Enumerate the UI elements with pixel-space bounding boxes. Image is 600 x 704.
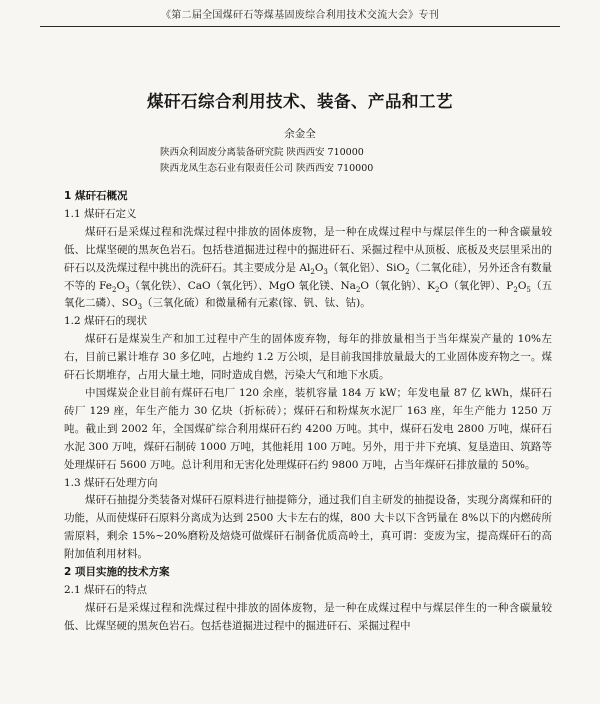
paragraph-processing: 煤矸石抽提分类装备对煤矸石原料进行抽提筛分，通过我们自主研发的抽提设备，实现分离煤和矸的功能，从而使煤矸石原料分离成为达到 2500 大卡左右的煤，800 大卡以下含钙量在 8%以下的内燃砖所需原料，剩余 15%~20%磨粉及焙烧可做煤矸石制备优质高岭土，真可谓：变废为宝，提高煤矸石的高附加值利用材料。 — [64, 494, 552, 561]
affiliation-1: 陕西众利固废分离装备研究院 陕西西安 710000 — [160, 147, 364, 158]
paragraph-features: 煤矸石是采煤过程和洗煤过程中排放的固体废物，是一种在成煤过程中与煤层伴生的一种含碳量较低、比煤坚硬的黑灰色岩石。包括巷道掘进过程中的掘进矸石、采掘过程中 — [64, 601, 552, 632]
subsection-heading-1-1: 1.1 煤矸石定义 — [64, 207, 137, 220]
subsection-heading-1-3: 1.3 煤矸石处理方向 — [64, 476, 158, 489]
section-heading-2: 2 项目实施的技术方案 — [64, 566, 170, 579]
paragraph-status-2: 中国煤炭企业目前有煤矸石电厂 120 余座，装机容量 184 万 kW；年发电量 87 亿 kWh，煤矸石砖厂 129 座，年生产能力 30 亿块（折标砖）；煤矸石和粉煤灰水泥厂 163 座，年生产能力 1250 万吨。截止到 2002 年，全国煤矿综合利用煤矸石约 4200 万吨。其中，煤矸石发电 2800 万吨，煤矸石水泥 300 万吨，煤矸石制砖 1000 万吨，其他耗用 100 万吨。另外，用于井下充填、复垦造田、筑路等处理煤矸石 5600 万吨。总计利用和无害化处理煤矸石约 9800 万吨，占当年煤矸石排放量的 50%。 — [64, 386, 552, 471]
subsection-heading-1-2: 1.2 煤矸石的现状 — [64, 315, 148, 328]
paragraph-definition: 煤矸石是采煤过程和洗煤过程中排放的固体废物，是一种在成煤过程中与煤层伴生的一种含碳量较低、比煤坚硬的黑灰色岩石。包括巷道掘进过程中的掘进矸石、采掘过程中从顶板、底板及夹层里采出的矸石以及洗煤过程中挑出的洗矸石。其主要成分是 $Al_2O_3$（氧化铝）、SiO$_2$（二氧化硅），另外还含有数量不等的 $Fe_2O_3$（氧化铁）、CaO（氧化钙）、MgO 氧化镁、$Na_2O$（氧化钠）、$K_2O$（氧化钾）、$P_2O_5$（五氧化二磷）、$SO_3$（三氧化硫）和微量稀有元素(镓、钒、钛、钴)。 — [64, 225, 553, 312]
running-header: 《第二届全国煤矸石等煤基固废综合利用技术交流大会》专刊 — [160, 10, 440, 21]
article-title: 煤矸石综合利用技术、装备、产品和工艺 — [147, 92, 453, 111]
header-rule — [40, 26, 560, 27]
article-author: 余金全 — [284, 128, 316, 140]
section-heading-1: 1 煤矸石概况 — [64, 190, 128, 202]
affiliation-2: 陕西龙凤生态石业有限责任公司 陕西西安 710000 — [160, 163, 374, 174]
article-body — [64, 188, 552, 636]
subsection-heading-2-1: 2.1 煤矸石的特点 — [64, 583, 148, 596]
paragraph-status-1: 煤矸石是煤炭生产和加工过程中产生的固体废弃物，每年的排放量相当于当年煤炭产量的 10%左右，目前已累计堆存 30 多亿吨，占地约 1.2 万公顷，是目前我国排放量最大的工业固体废弃物之一。煤矸石长期堆存，占用大量土地，同时造成自燃，污染大气和地下水质。 — [64, 333, 552, 382]
